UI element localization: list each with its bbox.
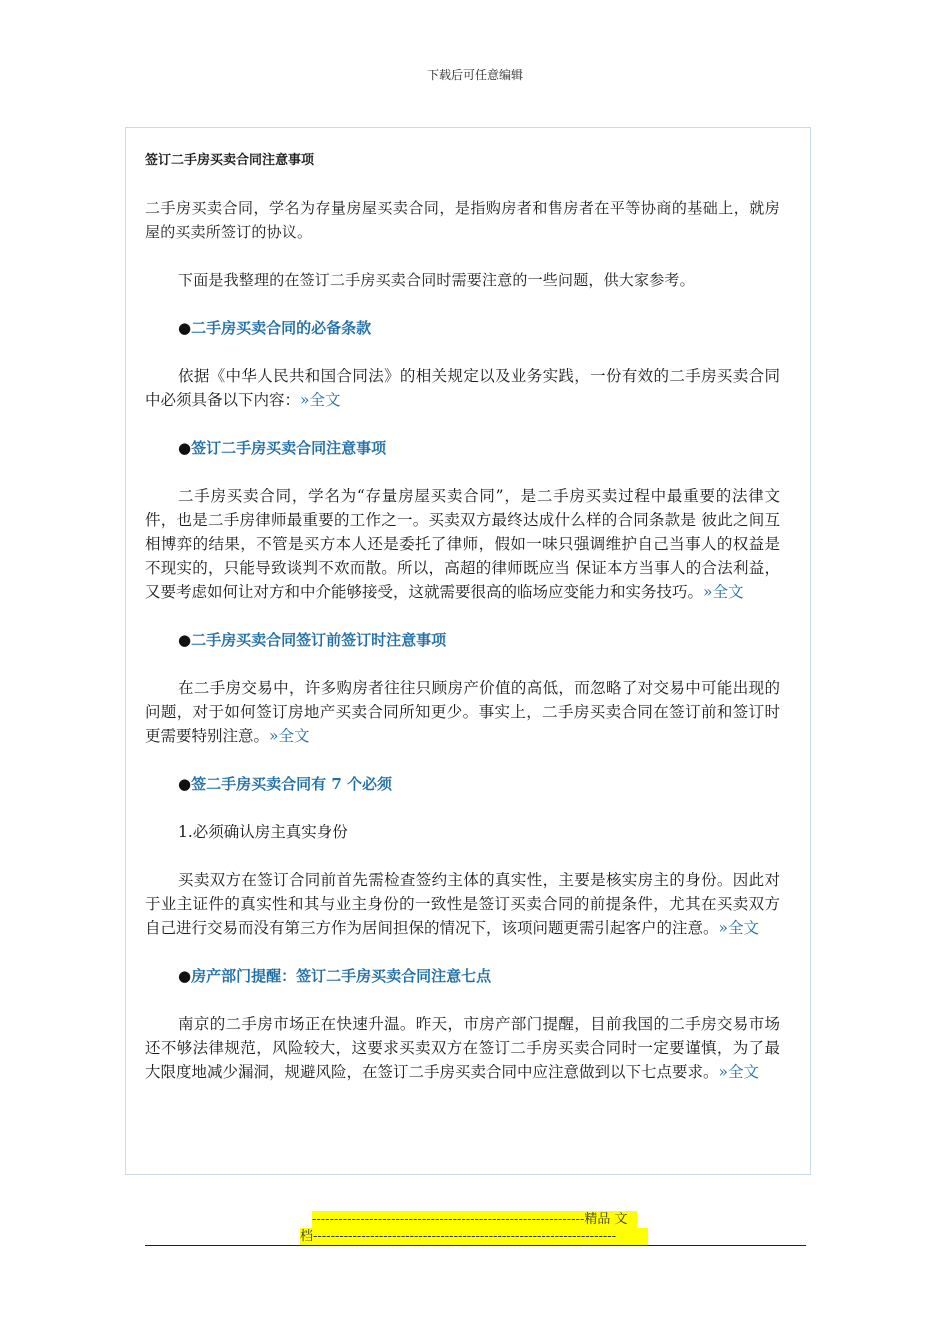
section-body bbox=[145, 1012, 780, 1084]
article-box bbox=[125, 127, 811, 1175]
section-heading bbox=[178, 964, 780, 988]
bullet-icon: ● bbox=[178, 439, 192, 457]
page-header-note: 下载后可任意编辑 bbox=[426, 68, 523, 82]
section-heading-link[interactable]: 房产部门提醒：签订二手房买卖合同注意七点 bbox=[191, 967, 492, 985]
article-title: 签订二手房买卖合同注意事项 bbox=[145, 153, 315, 168]
read-more-link[interactable]: »全文 bbox=[300, 391, 341, 409]
bullet-icon: ● bbox=[178, 967, 192, 985]
footer-divider bbox=[145, 1245, 806, 1246]
section-heading bbox=[178, 316, 780, 340]
section-body bbox=[145, 868, 780, 940]
section-body-text: 依据《中华人民共和国合同法》的相关规定以及业务实践，一份有效的二手房买卖合同中必须具备以下内容： bbox=[145, 367, 780, 409]
footer-banner-line-2: 档--------------------------------------------------------------------- bbox=[300, 1228, 648, 1245]
section-heading-link[interactable]: 二手房买卖合同签订前签订时注意事项 bbox=[191, 631, 447, 649]
section-body bbox=[145, 484, 780, 604]
section-heading-link[interactable]: 二手房买卖合同的必备条款 bbox=[191, 319, 372, 337]
read-more-link[interactable]: »全文 bbox=[718, 919, 759, 937]
section-body-text: 买卖双方在签订合同前首先需检查签约主体的真实性，主要是核实房主的身份。因此对于业主证件的真实性和其与业主身份的一致性是签订买卖合同的前提条件，尤其在买卖双方自己进行交易而没有第三方作为居间担保的情况下，该项问题更需引起客户的注意。 bbox=[145, 871, 780, 937]
section-heading-link[interactable]: 签订二手房买卖合同注意事项 bbox=[191, 439, 387, 457]
bullet-icon: ● bbox=[178, 319, 192, 337]
read-more-link[interactable]: »全文 bbox=[269, 727, 310, 745]
section-body bbox=[145, 364, 780, 412]
intro-paragraph-2: 下面是我整理的在签订二手房买卖合同时需要注意的一些问题，供大家参考。 bbox=[178, 271, 695, 289]
footer-banner bbox=[300, 1211, 650, 1245]
section-body bbox=[145, 676, 780, 748]
section-heading bbox=[178, 628, 780, 652]
section-subitem: 1.必须确认房主真实身份 bbox=[178, 823, 348, 841]
section-heading bbox=[178, 772, 780, 796]
section-body-text: 在二手房交易中，许多购房者往往只顾房产价值的高低，而忽略了对交易中可能出现的问题，对于如何签订房地产买卖合同所知更少。事实上，二手房买卖合同在签订前和签订时更需要特别注意。 bbox=[145, 679, 780, 745]
footer-banner-line-1: --------------------------------------------------------------精品 文 bbox=[312, 1211, 637, 1228]
bullet-icon: ● bbox=[178, 631, 192, 649]
intro-paragraph: 二手房买卖合同，学名为存量房屋买卖合同，是指购房者和售房者在平等协商的基础上，就房屋的买卖所签订的协议。 bbox=[145, 199, 780, 241]
section-heading bbox=[178, 436, 780, 460]
read-more-link[interactable]: »全文 bbox=[718, 1063, 759, 1081]
section-body-text: 南京的二手房市场正在快速升温。昨天，市房产部门提醒，目前我国的二手房交易市场还不够法律规范，风险较大，这要求买卖双方在签订二手房买卖合同时一定要谨慎，为了最大限度地减少漏洞，规避风险，在签订二手房买卖合同中应注意做到以下七点要求。 bbox=[145, 1015, 780, 1081]
section-heading-link[interactable]: 签二手房买卖合同有 7 个必须 bbox=[191, 775, 392, 793]
section-body-text: 二手房买卖合同，学名为“存量房屋买卖合同”，是二手房买卖过程中最重要的法律文件，也是二手房律师最重要的工作之一。买卖双方最终达成什么样的合同条款是 彼此之间互相博弈的结果，不管是买方本人还是委托了律师，假如一味只强调维护自己当事人的权益是不现实的，只能导致谈判不欢而散。所以，高超的律师既应当 保证本方当事人的合法利益，又要考虑如何让对方和中介能够接受，这就需要很高的临场应变能力和实务技巧。 bbox=[145, 487, 780, 601]
read-more-link[interactable]: »全文 bbox=[703, 583, 744, 601]
bullet-icon: ● bbox=[178, 775, 192, 793]
